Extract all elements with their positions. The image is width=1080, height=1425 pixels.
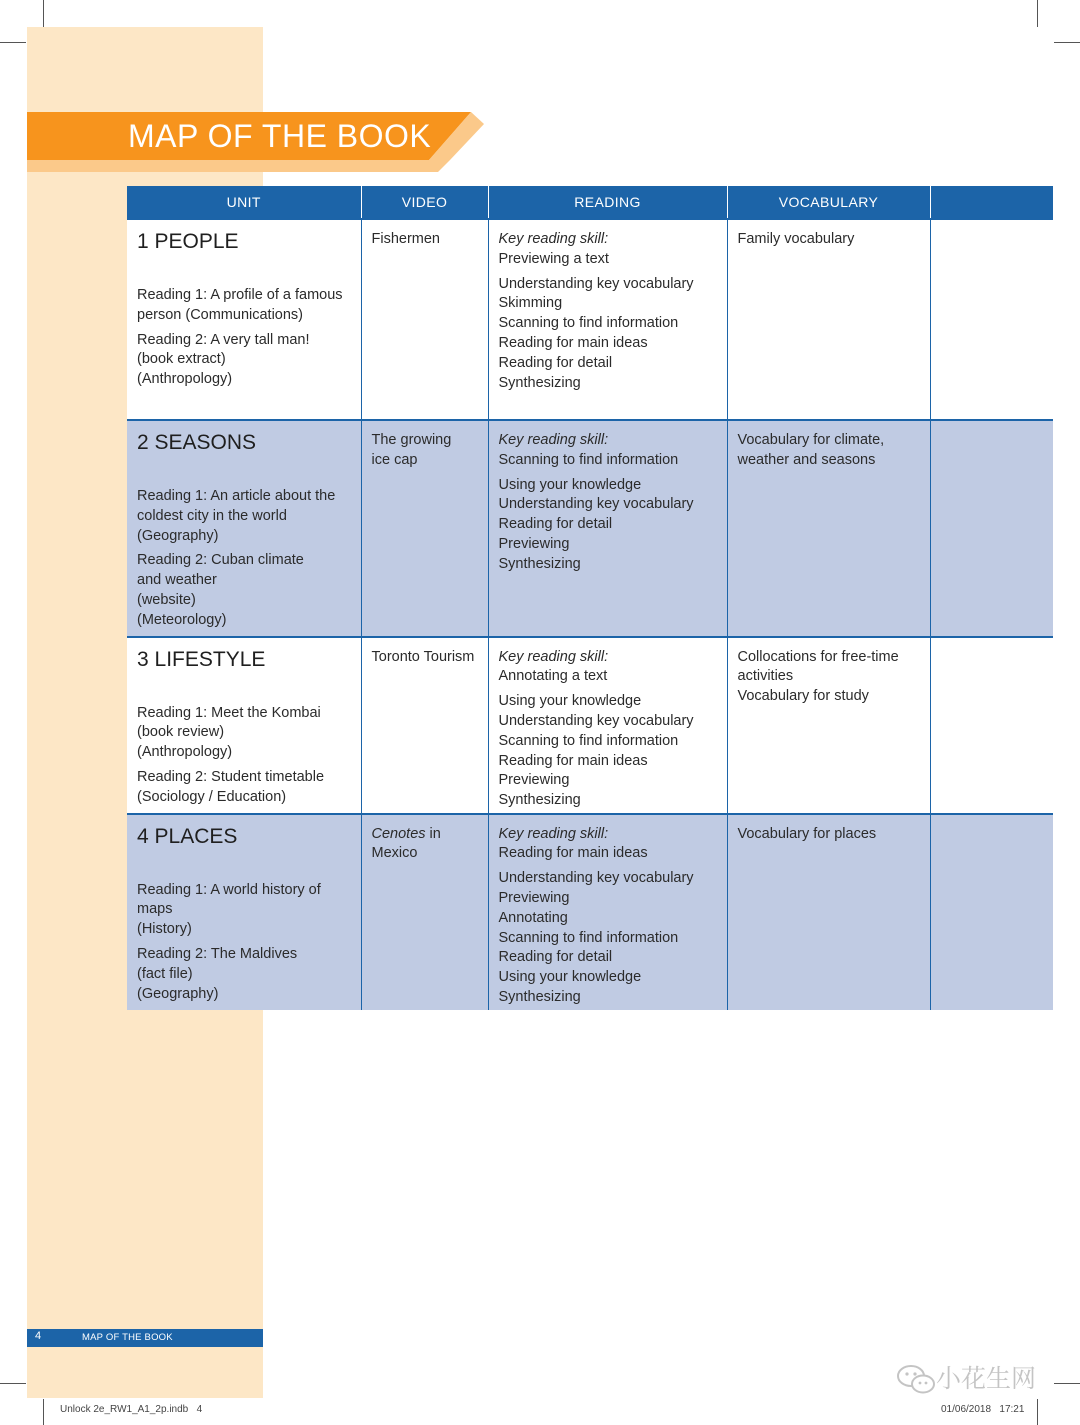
unit-reading: Reading 2: The Maldives (fact file) (Geography) bbox=[137, 945, 298, 1002]
video-title bbox=[372, 825, 478, 865]
key-skill: Annotating a text bbox=[498, 668, 608, 685]
extra-cell bbox=[930, 420, 1053, 637]
crop-mark bbox=[43, 1399, 44, 1425]
reading-skill: Previewing bbox=[498, 772, 570, 789]
map-table bbox=[127, 186, 1053, 1010]
table-row bbox=[127, 814, 1053, 1010]
watermark bbox=[896, 1359, 1051, 1399]
reading-skill: Annotating bbox=[498, 909, 568, 926]
vocabulary-text: Collocations for free-time activities Vocabulary for study bbox=[737, 648, 899, 705]
reading-skill: Synthesizing bbox=[498, 792, 581, 809]
wechat-icon bbox=[896, 1363, 936, 1397]
reading-cell bbox=[488, 420, 727, 637]
reading-skill: Previewing bbox=[498, 535, 570, 552]
reading-skill: Synthesizing bbox=[498, 374, 581, 391]
watermark-text: 小花生网 bbox=[936, 1365, 1037, 1393]
reading-skill: Understanding key vocabulary bbox=[498, 275, 694, 292]
unit-reading: Reading 2: Student timetable (Sociology / Education) bbox=[137, 768, 325, 805]
footer-section-title: MAP OF THE BOOK bbox=[82, 1332, 173, 1343]
unit-title: 2 SEASONS bbox=[137, 431, 257, 454]
reading-skill: Skimming bbox=[498, 295, 563, 312]
crop-mark bbox=[1037, 0, 1038, 27]
reading-skill: Using your knowledge bbox=[498, 693, 642, 710]
crop-mark bbox=[1054, 42, 1080, 43]
column-header bbox=[930, 186, 1053, 219]
column-header: VOCABULARY bbox=[727, 186, 930, 219]
crop-mark bbox=[0, 1383, 26, 1384]
vocabulary-cell bbox=[727, 637, 930, 814]
reading-skill: Using your knowledge bbox=[498, 969, 642, 986]
reading-skill: Using your knowledge bbox=[498, 476, 642, 493]
video-title-italic: Cenotes bbox=[371, 825, 426, 842]
extra-cell bbox=[930, 637, 1053, 814]
table-row bbox=[127, 637, 1053, 814]
unit-title: 1 PEOPLE bbox=[137, 230, 239, 253]
crop-mark bbox=[1037, 1399, 1038, 1425]
key-skill-label: Key reading skill: bbox=[498, 825, 609, 842]
reading-skill: Reading for detail bbox=[498, 949, 613, 966]
video-cell bbox=[361, 420, 488, 637]
crop-mark bbox=[0, 42, 26, 43]
unit-reading: Reading 1: An article about the coldest city in the world (Geography) bbox=[137, 488, 336, 544]
extra-cell bbox=[930, 219, 1053, 420]
crop-mark bbox=[1054, 1383, 1080, 1384]
vocabulary-text: Family vocabulary bbox=[737, 231, 855, 247]
key-skill: Scanning to find information bbox=[498, 451, 679, 468]
column-header: UNIT bbox=[127, 186, 361, 219]
vocabulary-cell bbox=[727, 814, 930, 1010]
unit-cell bbox=[127, 420, 361, 637]
key-skill-label: Key reading skill: bbox=[498, 648, 609, 665]
key-skill: Reading for main ideas bbox=[498, 845, 648, 862]
video-cell bbox=[361, 637, 488, 814]
unit-reading: Reading 1: A world history of maps (History) bbox=[137, 881, 321, 938]
reading-skill: Reading for detail bbox=[498, 516, 613, 533]
vocabulary-text: Vocabulary for climate, weather and seasons bbox=[737, 432, 885, 468]
key-skill: Previewing a text bbox=[498, 250, 609, 267]
reading-skill: Understanding key vocabulary bbox=[498, 870, 694, 887]
reading-skill: Reading for main ideas bbox=[498, 752, 648, 769]
reading-skill: Previewing bbox=[498, 889, 570, 906]
reading-skill: Scanning to find information bbox=[498, 732, 679, 749]
reading-skill: Reading for detail bbox=[498, 354, 613, 371]
reading-skill: Understanding key vocabulary bbox=[498, 712, 694, 729]
reading-skill: Understanding key vocabulary bbox=[498, 496, 694, 513]
video-title-rest: in Mexico bbox=[371, 825, 441, 862]
unit-title: 3 LIFESTYLE bbox=[137, 647, 266, 671]
vocabulary-text: Vocabulary for places bbox=[737, 825, 877, 842]
page-number: 4 bbox=[35, 1330, 42, 1342]
table-row bbox=[127, 219, 1053, 420]
table-row bbox=[127, 420, 1053, 637]
unit-reading: Reading 2: Cuban climate and weather (website) (Meteorology) bbox=[137, 552, 304, 628]
video-cell bbox=[361, 219, 488, 420]
reading-skill: Scanning to find information bbox=[498, 929, 679, 946]
video-cell bbox=[361, 814, 488, 1010]
unit-title: 4 PLACES bbox=[137, 824, 238, 848]
key-skill-label: Key reading skill: bbox=[498, 231, 609, 247]
reading-skill: Synthesizing bbox=[498, 988, 581, 1005]
title-banner bbox=[27, 112, 487, 174]
extra-cell bbox=[930, 814, 1053, 1010]
reading-cell bbox=[488, 219, 727, 420]
reading-skill: Reading for main ideas bbox=[498, 334, 648, 351]
column-header: READING bbox=[488, 186, 727, 219]
crop-mark bbox=[43, 0, 44, 27]
vocabulary-cell bbox=[727, 420, 930, 637]
key-skill-label: Key reading skill: bbox=[498, 432, 609, 448]
reading-cell bbox=[488, 637, 727, 814]
print-date-info: 01/06/2018 17:21 bbox=[941, 1404, 1025, 1415]
unit-cell bbox=[127, 814, 361, 1010]
reading-skill: Synthesizing bbox=[498, 555, 581, 572]
table-header-row bbox=[127, 186, 1053, 219]
vocabulary-cell bbox=[727, 219, 930, 420]
unit-reading: Reading 1: A profile of a famous person (Communications) bbox=[137, 287, 343, 323]
unit-reading: Reading 1: Meet the Kombai (book review) (Anthropology) bbox=[137, 704, 321, 761]
page-title: MAP OF THE BOOK bbox=[128, 118, 432, 154]
reading-skill: Scanning to find information bbox=[498, 315, 679, 332]
video-title: The growing ice cap bbox=[371, 432, 452, 468]
video-title: Toronto Tourism bbox=[371, 648, 475, 665]
print-file-info: Unlock 2e_RW1_A1_2p.indb 4 bbox=[60, 1404, 203, 1415]
video-title: Fishermen bbox=[371, 231, 440, 247]
reading-cell bbox=[488, 814, 727, 1010]
unit-cell bbox=[127, 637, 361, 814]
unit-reading: Reading 2: A very tall man! (book extract) (Anthropology) bbox=[137, 331, 310, 388]
unit-cell bbox=[127, 219, 361, 420]
column-header: VIDEO bbox=[361, 186, 488, 219]
